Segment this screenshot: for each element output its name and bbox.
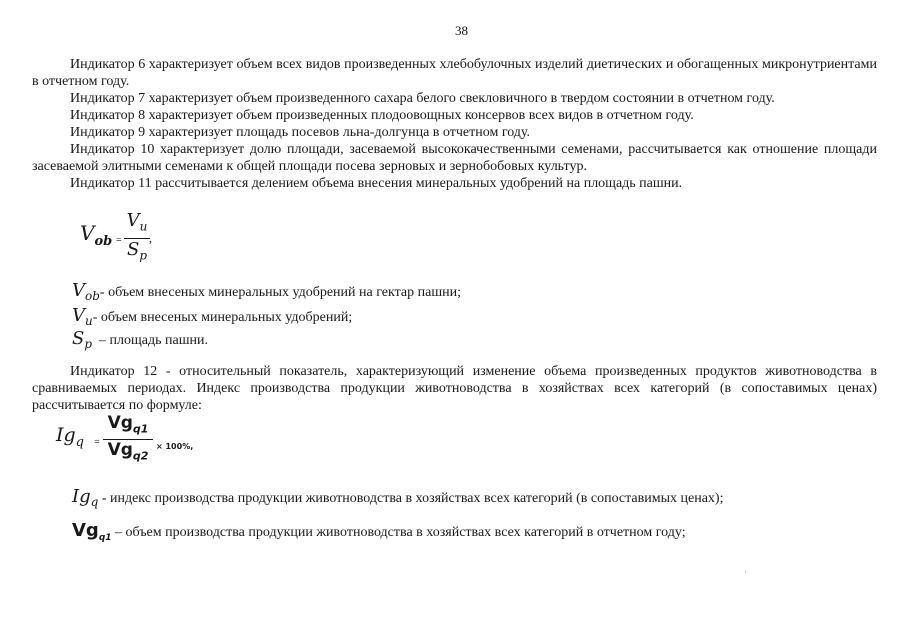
definition-vob: $V_{ob}-$ объем внесеных минеральных удобрений на гектар пашни;	[72, 280, 461, 303]
formula2-numerator: $Vg_{q1}$	[107, 413, 149, 436]
scan-artifact-mark	[745, 570, 746, 573]
page-number: 38	[455, 23, 468, 38]
paragraph-indicator-11: Индикатор 11 рассчитывается делением объема внесения минеральных удобрений на площадь пашни.	[70, 176, 683, 191]
definition-sp: $S_p$ – площадь пашни.	[72, 328, 208, 351]
paragraph-indicator-6: Индикатор 6 характеризует объем всех видов произведенных хлебобулочных изделий диетических и обогащенных микронутриентами в отчетном году.	[32, 57, 877, 89]
paragraph-indicator-9: Индикатор 9 характеризует площадь посевов льна-долгунца в отчетном году.	[70, 125, 531, 140]
definition-vu: $V_u-$ объем внесеных минеральных удобрений;	[72, 305, 353, 328]
formula1-equals: =	[116, 235, 122, 246]
paragraph-indicator-7: Индикатор 7 характеризует объем произведенного сахара белого свекловичного в твердом состоянии в отчетном году.	[70, 91, 775, 106]
paragraph-indicator-12: Индикатор 12 - относительный показатель, характеризующий изменение объема произведенных продуктов животноводства в сравниваемых периодах. Индекс производства продукции животноводства в хозяйствах всех категорий (в сопоставимых ценах) рассчитывается по формуле:	[32, 364, 877, 413]
definition-vgq1: $Vg_{q1}$ – объем производства продукции животноводства в хозяйствах всех категорий в отчетном году;	[72, 520, 686, 543]
formula2-fraction	[103, 413, 153, 467]
formula2-multiplier: × 100%,	[156, 442, 194, 451]
formula1-denominator: $S_p$	[126, 238, 148, 263]
paragraph-indicator-10: Индикатор 10 характеризует долю площади, засеваемой высококачественными семенами, рассчитывается как отношение площади засеваемой элитными семенами к общей площади посева зерновых и зернобобовых культур.	[32, 142, 877, 174]
formula2-equals: =	[94, 437, 100, 448]
formula1-fraction	[124, 210, 150, 266]
paragraph-indicator-8: Индикатор 8 характеризует объем произведенных плодоовощных консервов всех видов в отчетном году.	[70, 108, 694, 123]
formula1-lhs: $V_{ob}$	[80, 221, 113, 249]
definition-igq: $Ig_q$ - индекс производства продукции животноводства в хозяйствах всех категорий (в сопоставимых ценах);	[72, 486, 724, 509]
formula2-lhs: $Ig_q$	[56, 424, 84, 450]
formula1-trailing-comma: ,	[149, 231, 152, 245]
formula2-denominator: $Vg_{q2}$	[107, 440, 149, 463]
formula1-numerator: $V_u$	[126, 210, 148, 234]
